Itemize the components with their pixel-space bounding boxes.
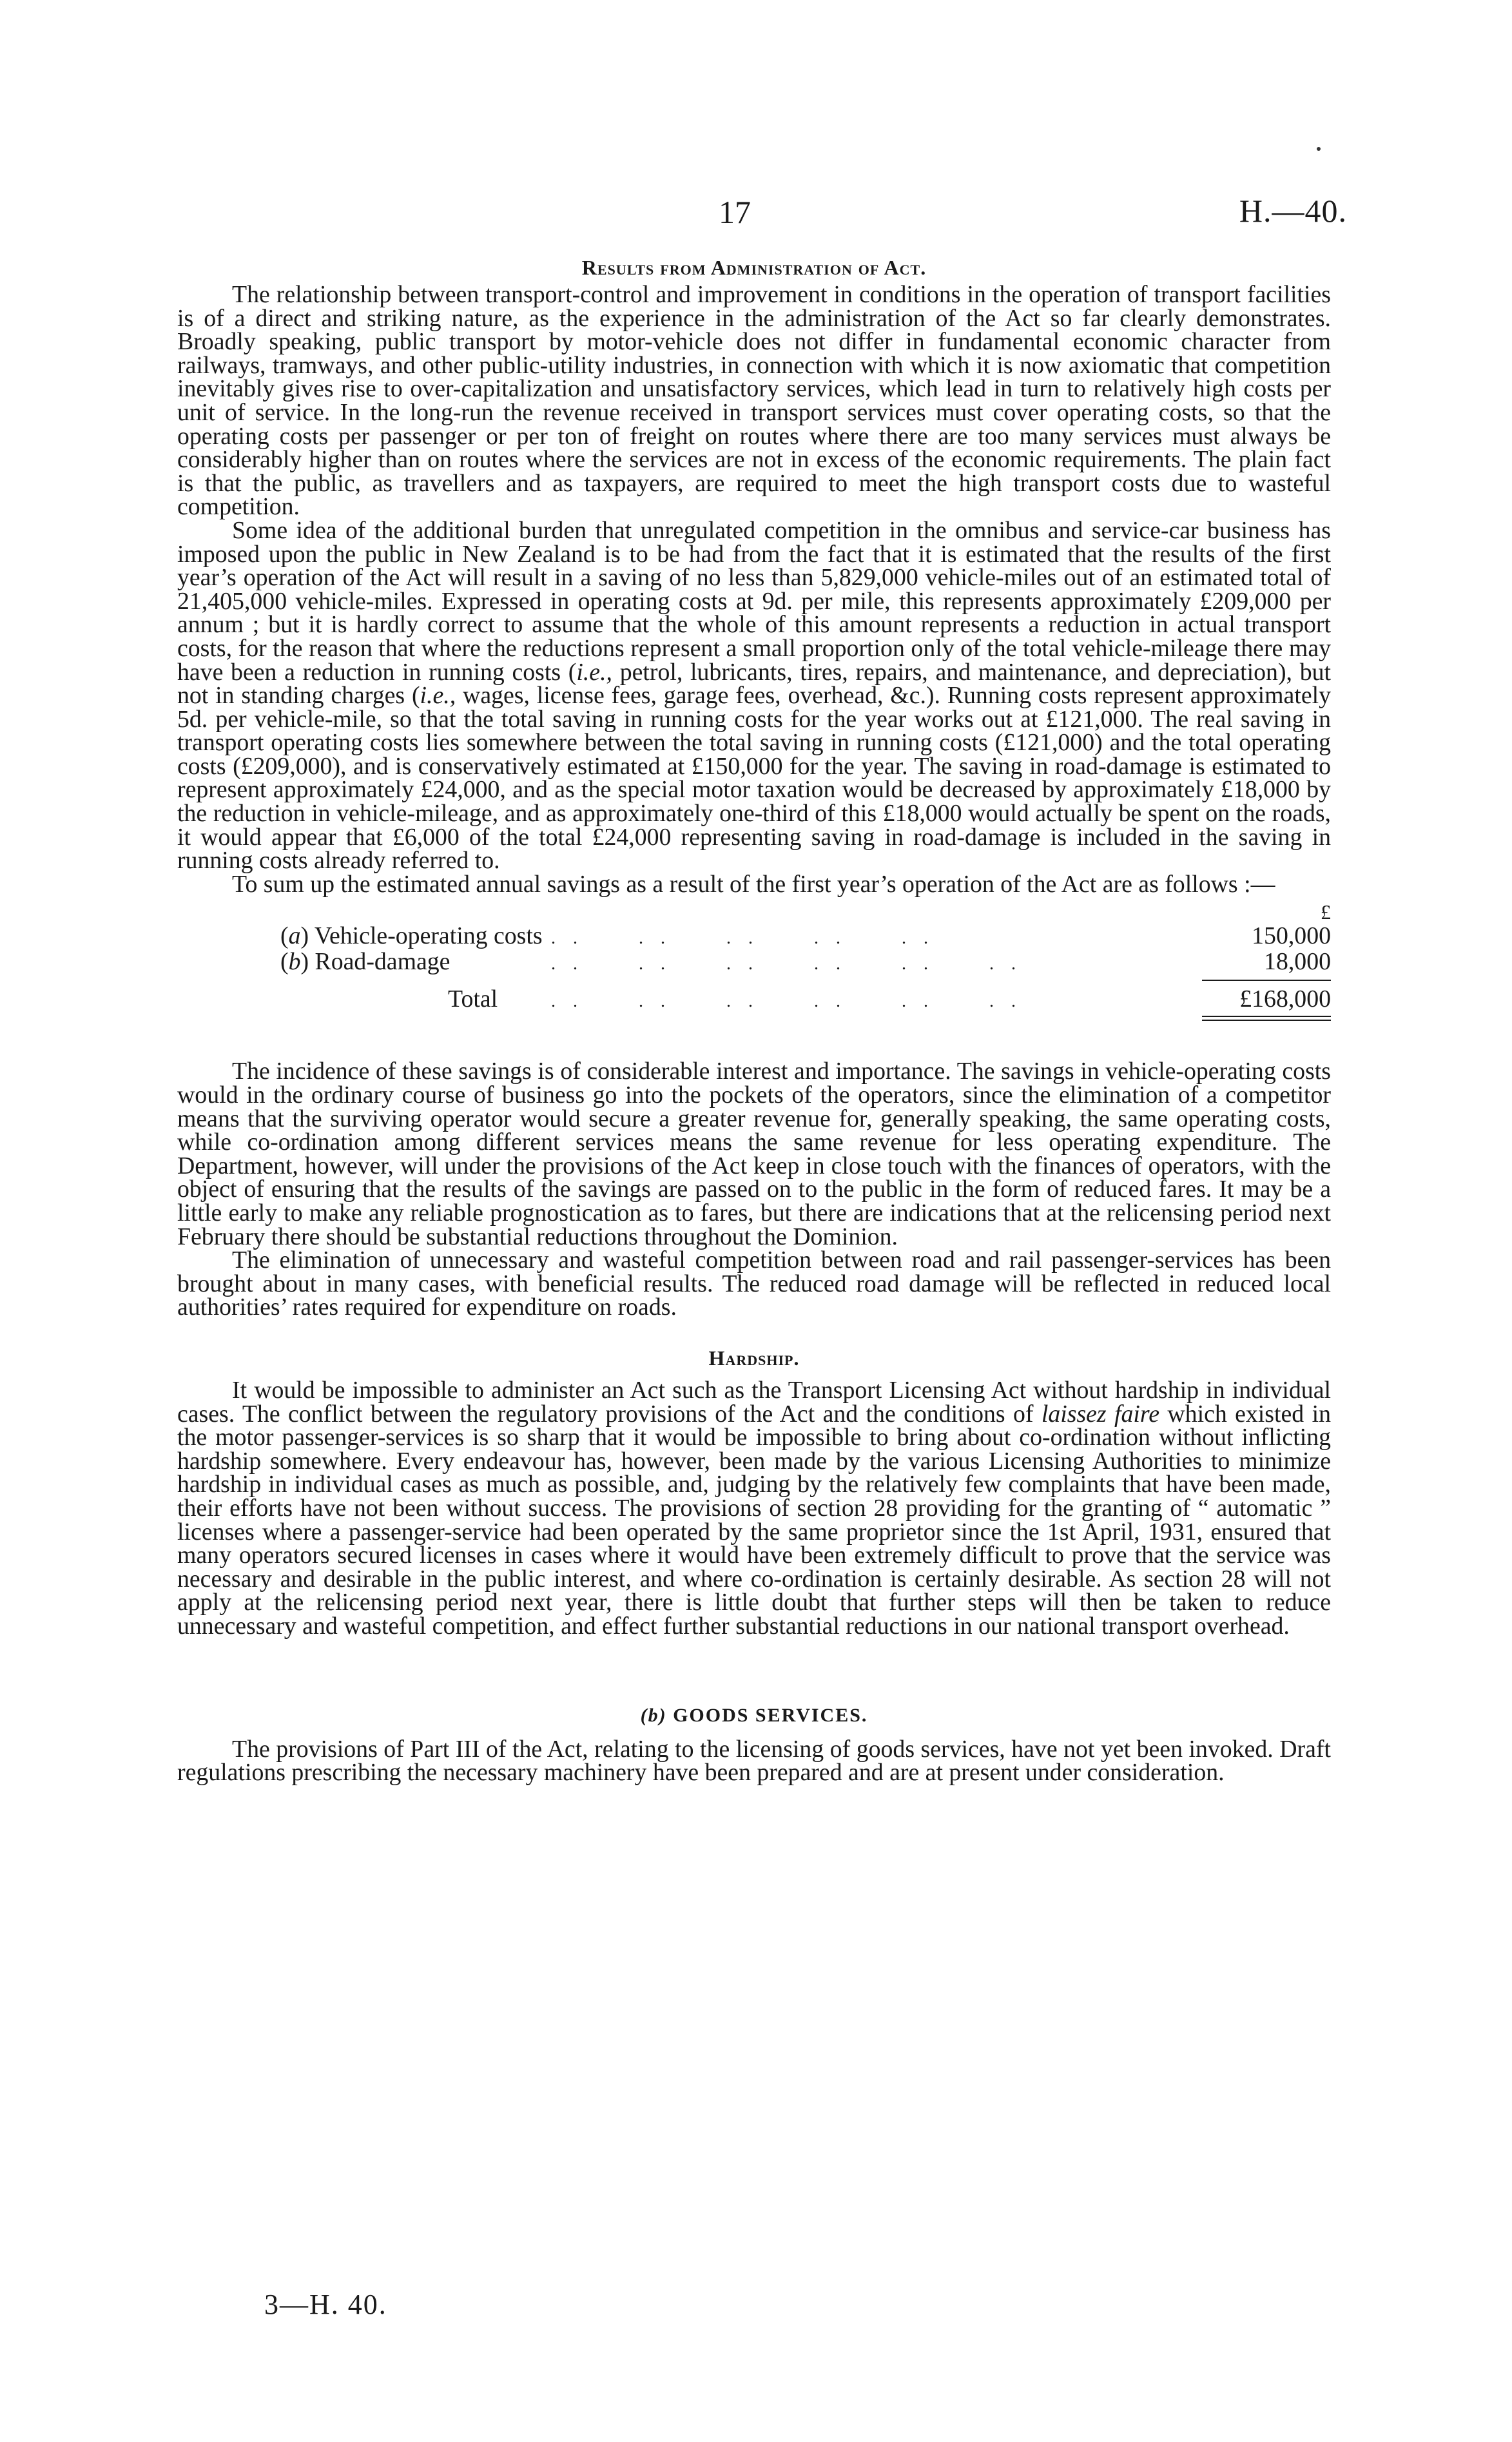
row-amount: 18,000 (1264, 948, 1331, 976)
total-label: Total (448, 985, 498, 1013)
paragraph: Some idea of the additional burden that unregulated competition in the omnibus and service-car business has imposed upon the public in New Zealand is to be had from the fact that it is estimated that the results of the first year’s operation of the Act will result in a saving of no less than 5,829,000 vehicle-miles out of an estimated total of 21,405,000 vehicle-miles. Expressed in operating costs at 9d. per mile, this represents approximately £209,000 per annum ; but it is hardly correct to assume that the whole of this amount represents a reduction in actual transport costs, for the reason that where the reductions represent a small proportion only of the total vehicle-mileage there may have been a reduction in running costs (i.e., petrol, lubricants, tires, repairs, and maintenance, and depreciation), but not in standing charges (i.e., wages, license fees, garage fees, overhead, &c.). Running costs represent approximately 5d. per vehicle-mile, so that the total saving in running costs for the year works out at £121,000. The real saving in transport operating costs lies somewhere between the total saving in running costs (£121,000) and the total operating costs (£209,000), and is conservatively estimated at £150,000 for the year. The saving in road-damage is estimated to represent approximately £24,000, and as the special motor taxation would be decreased by approximately £18,000 by the reduction in vehicle-mileage, and as approximately one-third of this £18,000 would actually be spent on the roads, it would appear that £6,000 of the total £24,000 representing saving in road-damage is included in the saving in running costs already referred to. (177, 516, 1332, 875)
speck-mark (1317, 147, 1321, 151)
leader-dots: . . . . . . . . . . . . (551, 954, 1022, 974)
page-number: 17 (719, 194, 751, 230)
paragraph: The provisions of Part III of the Act, relating to the licensing of goods services, have not yet been invoked. Draft regulations prescribing the necessary machinery have been prepared and are at present under consideration. (177, 1735, 1331, 1787)
leader-dots: . . . . . . . . . . . . (551, 991, 1022, 1012)
printer-signature: 3—H. 40. (264, 2289, 387, 2320)
section-heading-results: Results from Administration of Act. (581, 256, 927, 279)
table-total-row (280, 986, 1331, 1012)
paragraph: The elimination of unnecessary and wasteful competition between road and rail passenger-services has been brought about in many cases, with beneficial results. The reduced road damage will be reflected in reduced local authorities’ rates required for expenditure on roads. (177, 1246, 1331, 1321)
section-heading-goods: (b) GOODS SERVICES. (640, 1704, 868, 1726)
table-row (280, 949, 1331, 974)
table-row (280, 923, 1331, 949)
total-double-rule (1202, 1016, 1331, 1021)
currency-header: £ (1321, 900, 1331, 924)
document-reference: H.—40. (1239, 193, 1347, 229)
leader-dots: . . . . . . . . . . (551, 928, 935, 949)
section-heading-hardship: Hardship. (708, 1346, 800, 1370)
row-label: (a) Vehicle-operating costs (280, 922, 543, 950)
subtotal-rule (1202, 980, 1331, 981)
row-label: (b) Road-damage (280, 948, 451, 976)
row-amount: 150,000 (1252, 922, 1331, 950)
paragraph: The incidence of these savings is of considerable interest and importance. The savings in vehicle-operating costs would in the ordinary course of business go into the pockets of the operators, since the elimination of a competitor means that the surviving operator would secure a greater revenue for, generally speaking, the same operating costs, while co-ordination among different services means the same revenue for less operating expenditure. The Department, however, will under the provisions of the Act keep in close touch with the finances of operators, with the object of ensuring that the results of the savings are passed on to the public in the form of reduced fares. It may be a little early to make any reliable prognostication as to fares, but there are indications that at the relicensing period next February there should be substantial reductions throughout the Dominion. (177, 1058, 1331, 1250)
total-amount: £168,000 (1239, 985, 1331, 1013)
paragraph: To sum up the estimated annual savings as a result of the first year’s operation of the Act are as follows :— (232, 870, 1275, 898)
savings-table (280, 901, 1331, 1021)
paragraph: It would be impossible to administer an Act such as the Transport Licensing Act without hardship in individual cases. The conflict between the regulatory provisions of the Act and the conditions of laissez faire which existed in the motor passenger-services is so sharp that it would be impossible to bring about co-ordination without inflicting hardship somewhere. Every endeavour has, however, been made by the various Licensing Authorities to minimize hardship in individual cases as much as possible, and, judging by the relatively few complaints that have been made, their efforts have not been without success. The provisions of section 28 providing for the granting of “ automatic ” licenses where a passenger-service had been operated by the same proprietor since the 1st April, 1931, ensured that many operators secured licenses in cases where it would have been extremely difficult to prove that the service was necessary and desirable in the public interest, and where co-ordination is certainly desirable. As section 28 will not apply at the relicensing period next year, there is little doubt that further steps will then be taken to reduce unnecessary and wasteful competition, and effect further substantial reductions in our national transport overhead. (177, 1376, 1331, 1640)
paragraph: The relationship between transport-control and improvement in conditions in the operation of transport facilities is of a direct and striking nature, as the experience in the administration of the Act so far clearly demonstrates. Broadly speaking, public transport by motor-vehicle does not differ in fundamental economic character from railways, tramways, and other public-utility industries, in connection with which it is now axiomatic that competition inevitably gives rise to over-capitalization and unsatisfactory services, which lead in turn to relatively high costs per unit of service. In the long-run the revenue received in transport services must cover operating costs, so that the operating costs per passenger or per ton of freight on routes where there are too many services must always be considerably higher than on routes where the services are not in excess of the economic requirements. The plain fact is that the public, as travellers and as taxpayers, are required to meet the high transport costs due to wasteful competition. (177, 281, 1331, 521)
page-body (177, 255, 1331, 1785)
